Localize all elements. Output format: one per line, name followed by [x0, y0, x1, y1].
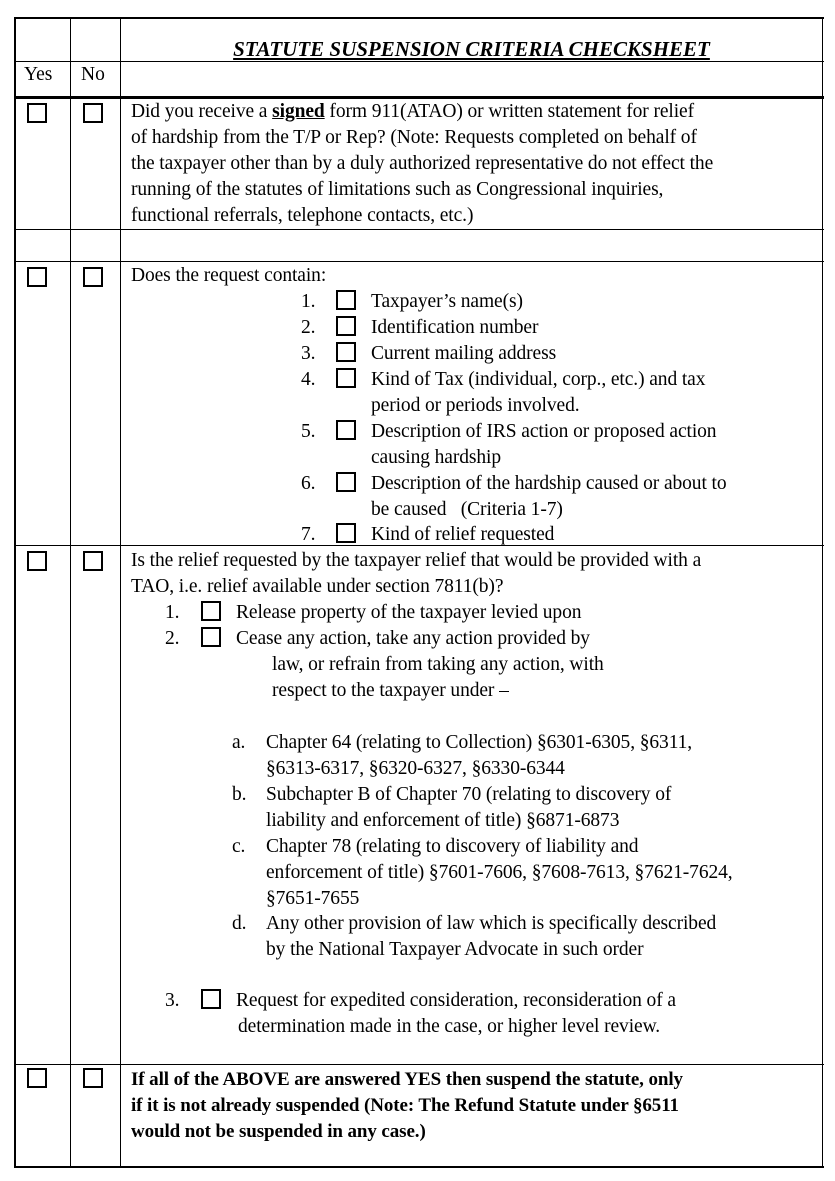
row-divider [14, 261, 824, 262]
q3-yes-checkbox[interactable] [27, 551, 47, 571]
col-divider-no-text [120, 17, 121, 1168]
q3-item-2-text-cont: law, or refrain from taking any action, with [272, 654, 604, 675]
q3-item-num: 3. [165, 990, 180, 1011]
q2-item-7-checkbox[interactable] [336, 523, 356, 543]
q2-item-6-checkbox[interactable] [336, 472, 356, 492]
row-divider [14, 229, 824, 230]
q2-no-checkbox[interactable] [83, 267, 103, 287]
q3-item-1-text: Release property of the taxpayer levied upon [236, 602, 582, 623]
q1-text-line1 [131, 99, 694, 125]
q1-text-line4: running of the statutes of limitations such as Congressional inquiries, [131, 179, 664, 200]
q3-subitem-letter: a. [232, 732, 246, 753]
table-left-border [14, 17, 16, 1168]
col-header-no: No [81, 64, 105, 85]
q3-text-line1: Is the relief requested by the taxpayer relief that would be provided with a [131, 550, 702, 571]
q1-no-checkbox[interactable] [83, 103, 103, 123]
q2-item-5-text-cont: causing hardship [371, 447, 501, 468]
q3-item-num: 2. [165, 628, 180, 649]
q3-subitem-d-text: Any other provision of law which is specifically described [266, 913, 717, 934]
q3-item-3-checkbox[interactable] [201, 989, 221, 1009]
q3-item-2-checkbox[interactable] [201, 627, 221, 647]
table-top-border [14, 17, 824, 19]
q2-item-1-text: Taxpayer’s name(s) [371, 291, 523, 312]
q3-item-2-text-cont: respect to the taxpayer under – [272, 680, 509, 701]
q3-subitem-d-text-cont: by the National Taxpayer Advocate in such order [266, 939, 644, 960]
q2-item-4-text: Kind of Tax (individual, corp., etc.) and tax [371, 369, 706, 390]
q2-item-num: 1. [301, 291, 316, 312]
q2-item-num: 4. [301, 369, 316, 390]
table-right-border [822, 17, 823, 1168]
table-bottom-border [14, 1166, 824, 1168]
q3-subitem-c-text-cont: enforcement of title) §7601-7606, §7608-7613, §7621-7624, [266, 862, 733, 883]
q4-yes-checkbox[interactable] [27, 1068, 47, 1088]
q3-item-num: 1. [165, 602, 180, 623]
row-divider [14, 1064, 824, 1065]
q1-text-line2: of hardship from the T/P or Rep? (Note: Requests completed on behalf of [131, 127, 697, 148]
q2-item-6-text-cont: be caused (Criteria 1-7) [371, 499, 563, 520]
q1-text-line3: the taxpayer other than by a duly authorized representative do not effect the [131, 153, 714, 174]
q3-item-3-text: Request for expedited consideration, reconsideration of a [236, 990, 676, 1011]
q1-yes-checkbox[interactable] [27, 103, 47, 123]
q3-subitem-c-text: Chapter 78 (relating to discovery of liability and [266, 836, 639, 857]
q4-text-line3: would not be suspended in any case.) [131, 1121, 426, 1142]
q2-item-5-checkbox[interactable] [336, 420, 356, 440]
q2-item-num: 3. [301, 343, 316, 364]
q4-text-line1: If all of the ABOVE are answered YES then suspend the statute, only [131, 1069, 683, 1090]
q2-item-4-checkbox[interactable] [336, 368, 356, 388]
q2-item-4-text-cont: period or periods involved. [371, 395, 580, 416]
q3-text-line2: TAO, i.e. relief available under section 7811(b)? [131, 576, 504, 597]
q3-item-1-checkbox[interactable] [201, 601, 221, 621]
q3-subitem-letter: d. [232, 913, 247, 934]
q2-item-6-text: Description of the hardship caused or about to [371, 473, 727, 494]
q2-item-num: 2. [301, 317, 316, 338]
q2-item-3-text: Current mailing address [371, 343, 557, 364]
q2-yes-checkbox[interactable] [27, 267, 47, 287]
q3-subitem-b-text-cont: liability and enforcement of title) §6871-6873 [266, 810, 620, 831]
q2-item-3-checkbox[interactable] [336, 342, 356, 362]
q4-no-checkbox[interactable] [83, 1068, 103, 1088]
q3-subitem-b-text: Subchapter B of Chapter 70 (relating to discovery of [266, 784, 672, 805]
q3-item-2-text: Cease any action, take any action provided by [236, 628, 590, 649]
signed-emphasis: signed [272, 101, 325, 122]
q2-intro: Does the request contain: [131, 265, 327, 286]
col-header-yes: Yes [24, 64, 53, 85]
q2-item-1-checkbox[interactable] [336, 290, 356, 310]
q2-item-2-checkbox[interactable] [336, 316, 356, 336]
q3-no-checkbox[interactable] [83, 551, 103, 571]
q3-subitem-a-text-cont: §6313-6317, §6320-6327, §6330-6344 [266, 758, 565, 779]
q2-item-2-text: Identification number [371, 317, 539, 338]
q1-text-line5: functional referrals, telephone contacts, etc.) [131, 205, 474, 226]
q2-item-7-text: Kind of relief requested [371, 524, 555, 545]
q2-item-num: 6. [301, 473, 316, 494]
q1-text-pre: Did you receive a [131, 101, 273, 122]
q2-item-5-text: Description of IRS action or proposed action [371, 421, 717, 442]
q1-text-post: form 911(ATAO) or written statement for relief [324, 101, 695, 122]
q3-subitem-c-text-cont: §7651-7655 [266, 888, 360, 909]
col-divider-yes-no [70, 17, 71, 1168]
q2-item-num: 7. [301, 524, 316, 545]
q3-subitem-letter: c. [232, 836, 246, 857]
q3-item-3-text-cont: determination made in the case, or higher level review. [238, 1016, 661, 1037]
q3-subitem-letter: b. [232, 784, 247, 805]
q2-item-num: 5. [301, 421, 316, 442]
q4-text-line2: if it is not already suspended (Note: The Refund Statute under §6511 [131, 1095, 679, 1116]
q3-subitem-a-text: Chapter 64 (relating to Collection) §6301-6305, §6311, [266, 732, 693, 753]
page-title: STATUTE SUSPENSION CRITERIA CHECKSHEET [233, 37, 710, 61]
